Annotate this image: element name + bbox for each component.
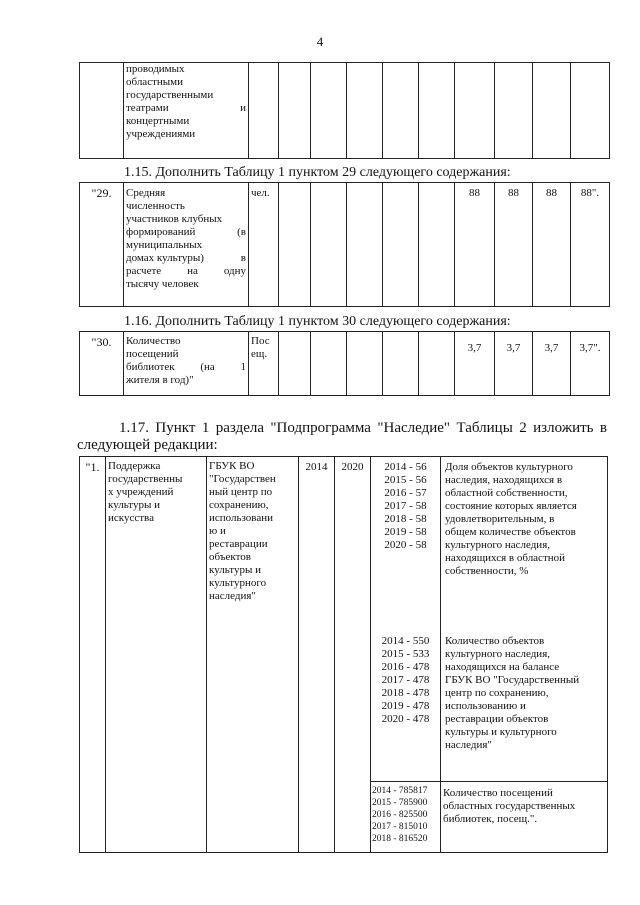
table-row-30	[79, 331, 610, 396]
name-line: учреждениями	[126, 128, 196, 140]
executor-line: использовани	[209, 512, 274, 524]
desc-line: областных государственных	[443, 800, 576, 812]
data-cell	[455, 63, 495, 159]
value-cell: 88	[533, 183, 571, 307]
indicator-1-desc	[445, 461, 605, 578]
executor-line: сохранению,	[209, 499, 269, 511]
desc-line: состояние которых является	[445, 500, 577, 512]
unit-cell: чел.	[249, 183, 279, 307]
executor-line: объектов	[209, 551, 251, 563]
name-line: численность	[126, 200, 185, 212]
value-line: 2019 - 58	[384, 526, 427, 538]
desc-line: собственности, %	[445, 565, 529, 577]
name-line: культуры и	[108, 499, 160, 511]
section-1-16-heading: 1.16. Дополнить Таблицу 1 пунктом 30 следующего содержания:	[124, 314, 511, 329]
desc-line: использованию и	[445, 700, 526, 712]
value-line: 2015 - 533	[381, 648, 430, 660]
value-cell: 3,7	[495, 332, 533, 396]
executor-cell	[207, 457, 299, 853]
name-line: искусства	[108, 512, 154, 524]
name-line: библиотек (на 1	[126, 361, 246, 373]
indicator-values-cell	[371, 457, 441, 853]
value-cell: 88	[495, 183, 533, 307]
indicator-name-cell	[124, 183, 249, 307]
desc-line: наследия"	[445, 739, 492, 751]
data-cell	[383, 332, 419, 396]
desc-line: находящихся в областной	[445, 552, 566, 564]
value-line: 2020 - 58	[384, 539, 427, 551]
executor-line: наследия"	[209, 590, 256, 602]
row-number: "30.	[80, 332, 124, 396]
indicator-2-values	[371, 635, 440, 726]
paragraph-line-1: 1.17. Пункт 1 раздела "Подпрограмма "Наследие" Таблицы 2 изложить в	[119, 420, 607, 436]
indicator-1-values	[371, 461, 440, 552]
year-end-cell: 2020	[335, 457, 371, 853]
indicator-desc-cell	[441, 457, 608, 853]
name-line: областными	[126, 76, 184, 88]
name-line: расчете на одну	[126, 265, 246, 277]
name-line: тысячу человек	[126, 278, 199, 290]
data-cell	[383, 183, 419, 307]
desc-line: областной собственности,	[445, 487, 568, 499]
name-line: театрами и	[126, 102, 246, 114]
desc-line: Количество посещений	[443, 787, 553, 799]
value-line: 2014 - 785817	[372, 786, 428, 796]
executor-line: ГБУК ВО	[209, 460, 255, 472]
value-cell: 3,7	[455, 332, 495, 396]
name-line: концертными	[126, 115, 190, 127]
table-top-continuation	[79, 62, 610, 159]
desc-line: Доля объектов культурного	[445, 461, 573, 473]
name-line: проводимых	[126, 63, 185, 75]
data-cell	[249, 63, 279, 159]
desc-line: находящихся на балансе	[445, 661, 560, 673]
indicator-2-desc	[445, 635, 605, 752]
data-cell	[495, 63, 533, 159]
executor-line: "Государствен	[209, 473, 276, 485]
data-cell	[347, 183, 383, 307]
data-cell	[311, 63, 347, 159]
row-number-cell	[80, 63, 124, 159]
data-cell	[571, 63, 610, 159]
value-line: 2016 - 478	[381, 661, 430, 673]
value-line: 2019 - 478	[381, 700, 430, 712]
data-cell	[347, 332, 383, 396]
value-line: 2014 - 56	[384, 461, 427, 473]
section-1-17-paragraph	[77, 420, 607, 454]
name-line: формирований (в	[126, 226, 246, 238]
name-line: муниципальных	[126, 239, 203, 251]
event-name-cell	[106, 457, 207, 853]
indicator-name-cell	[124, 332, 249, 396]
data-cell	[311, 183, 347, 307]
executor-line: культурного	[209, 577, 267, 589]
table-row-29	[79, 182, 610, 307]
desc-line: общем количестве объектов	[445, 526, 576, 538]
value-cell: 3,7	[533, 332, 571, 396]
data-cell	[279, 183, 311, 307]
name-line: домах культуры) в	[126, 252, 246, 264]
value-line: 2018 - 478	[381, 687, 430, 699]
unit-cell	[249, 332, 279, 396]
name-line: жителя в год)"	[126, 374, 194, 386]
executor-line: ный центр по	[209, 486, 273, 498]
name-line: х учреждений	[108, 486, 174, 498]
desc-line: ГБУК ВО "Государственный	[445, 674, 580, 686]
executor-line: ю и	[209, 525, 226, 537]
desc-line: удовлетворительным, в	[445, 513, 555, 525]
data-cell	[419, 183, 455, 307]
desc-divider	[441, 781, 607, 782]
desc-line: библиотек, посещ.".	[443, 813, 538, 825]
indicator-name-cell	[124, 63, 249, 159]
table-subprogram-heritage	[79, 456, 608, 853]
value-cell: 88".	[571, 183, 610, 307]
executor-line: реставрации	[209, 538, 268, 550]
unit-line: Пос	[251, 335, 270, 347]
indicator-3-desc	[443, 787, 605, 826]
value-line: 2016 - 57	[384, 487, 427, 499]
name-line: Количество	[126, 335, 181, 347]
values-divider	[371, 781, 440, 782]
value-line: 2015 - 785900	[372, 798, 428, 808]
desc-line: реставрации объектов	[445, 713, 549, 725]
year-start-cell: 2014	[299, 457, 335, 853]
executor-line: культуры и	[209, 564, 261, 576]
data-cell	[347, 63, 383, 159]
row-number: "29.	[80, 183, 124, 307]
row-number: "1.	[80, 457, 106, 853]
value-line: 2014 - 550	[381, 635, 430, 647]
value-line: 2018 - 58	[384, 513, 427, 525]
desc-line: наследия, находящихся в	[445, 474, 563, 486]
paragraph-line-2: следующей редакции:	[77, 437, 218, 453]
section-1-15-heading: 1.15. Дополнить Таблицу 1 пунктом 29 следующего содержания:	[124, 165, 511, 180]
name-line: государственны	[108, 473, 183, 485]
value-line: 2017 - 478	[381, 674, 430, 686]
desc-line: культурного наследия,	[445, 648, 550, 660]
desc-line: центр по сохранению,	[445, 687, 549, 699]
data-cell	[419, 332, 455, 396]
value-line: 2018 - 816520	[372, 834, 428, 844]
name-line: Средняя	[126, 187, 166, 199]
data-cell	[311, 332, 347, 396]
name-line: Поддержка	[108, 460, 161, 472]
name-line: государственными	[126, 89, 214, 101]
value-line: 2015 - 56	[384, 474, 427, 486]
desc-line: культурного наследия,	[445, 539, 550, 551]
desc-line: Количество объектов	[445, 635, 545, 647]
value-cell: 3,7".	[571, 332, 610, 396]
data-cell	[419, 63, 455, 159]
data-cell	[533, 63, 571, 159]
value-line: 2016 - 825500	[372, 810, 428, 820]
value-line: 2017 - 58	[384, 500, 427, 512]
page-number: 4	[316, 34, 324, 49]
indicator-3-values	[372, 785, 440, 845]
name-line: участников клубных	[126, 213, 223, 225]
data-cell	[383, 63, 419, 159]
value-line: 2020 - 478	[381, 713, 430, 725]
value-cell: 88	[455, 183, 495, 307]
unit-line: ещ.	[251, 348, 268, 360]
value-line: 2017 - 815010	[372, 822, 428, 832]
name-line: посещений	[126, 348, 179, 360]
data-cell	[279, 63, 311, 159]
data-cell	[279, 332, 311, 396]
desc-line: культуры и культурного	[445, 726, 557, 738]
